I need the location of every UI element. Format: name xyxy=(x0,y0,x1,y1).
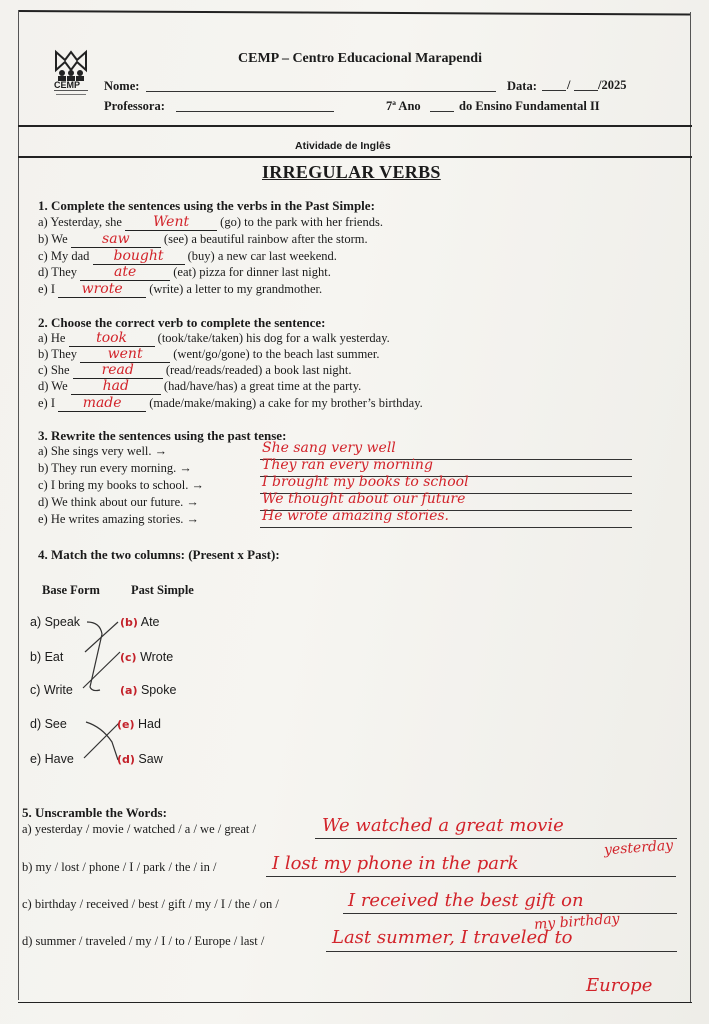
q5-answer-line xyxy=(326,951,677,952)
past-item: (c) Wrote xyxy=(120,650,174,664)
page-border-right xyxy=(690,12,691,1002)
past-item: (a) Spoke xyxy=(120,683,177,697)
worksheet-title: IRREGULAR VERBS xyxy=(262,162,441,182)
match-mark[interactable]: (a) xyxy=(120,684,138,697)
page-border-left xyxy=(18,10,19,1000)
q5-heading: 5. Unscramble the Words: xyxy=(22,805,167,820)
q3-heading: 3. Rewrite the sentences using the past tense: xyxy=(38,428,287,443)
q1-item: c) My dad bought (buy) a new car last weekend. xyxy=(38,248,337,264)
q5-prompt: d) summer / traveled / my / I / to / Europe / last / xyxy=(22,934,265,948)
q2-item: c) She read (read/reads/readed) a book last night. xyxy=(38,362,352,378)
school-logo xyxy=(50,48,92,100)
q1-answer[interactable]: saw xyxy=(102,231,130,247)
q1-item: e) I wrote (write) a letter to my grandmother. xyxy=(38,281,323,297)
base-item: a) Speak xyxy=(30,615,81,629)
activity-label: Atividade de Inglês xyxy=(295,140,391,152)
date-sep: / xyxy=(567,78,571,92)
name-label: Nome: xyxy=(104,79,140,93)
past-item: (d) Saw xyxy=(117,752,163,766)
q3-prompt: b) They run every morning. → xyxy=(38,461,192,475)
teacher-label: Professora: xyxy=(104,99,165,113)
q2-answer[interactable]: had xyxy=(102,378,129,394)
past-simple-header: Past Simple xyxy=(131,583,194,597)
q4-heading: 4. Match the two columns: (Present x Past): xyxy=(38,547,280,562)
q3-answer[interactable]: She sang very well xyxy=(262,440,396,456)
q1-item: b) We saw (see) a beautiful rainbow after the storm. xyxy=(38,231,368,247)
match-mark[interactable]: (b) xyxy=(120,616,138,629)
q2-item: d) We had (had/have/has) a great time at the party. xyxy=(38,378,362,394)
q5-answer-extra: Europe xyxy=(586,975,653,996)
base-form-header: Base Form xyxy=(42,583,100,597)
q2-answer[interactable]: went xyxy=(107,346,143,362)
q1-answer[interactable]: Went xyxy=(152,214,190,230)
grade-field[interactable] xyxy=(430,111,454,112)
q2-item: b) They went (went/go/gone) to the beach last summer. xyxy=(38,346,380,362)
q5-answer-line xyxy=(315,838,677,839)
date-day-field[interactable] xyxy=(542,90,566,91)
q1-heading: 1. Complete the sentences using the verbs in the Past Simple: xyxy=(38,198,375,213)
page-border-top xyxy=(18,10,690,16)
date-label: Data: xyxy=(507,79,537,93)
q3-prompt: c) I bring my books to school. → xyxy=(38,478,204,492)
base-item: c) Write xyxy=(30,683,73,697)
q5-answer-line xyxy=(343,913,677,914)
q5-answer-line xyxy=(266,876,676,877)
q1-item: d) They ate (eat) pizza for dinner last night. xyxy=(38,264,331,280)
q2-answer[interactable]: made xyxy=(82,395,122,411)
grade-suffix: do Ensino Fundamental II xyxy=(459,99,600,113)
q3-answer[interactable]: I brought my books to school xyxy=(262,474,469,490)
q5-prompt: c) birthday / received / best / gift / my / I / the / on / xyxy=(22,897,279,911)
activity-divider xyxy=(18,156,692,158)
q2-answer[interactable]: read xyxy=(101,362,134,378)
q5-prompt: b) my / lost / phone / I / park / the / in / xyxy=(22,860,217,874)
q3-answer-line xyxy=(260,527,632,528)
q3-answer[interactable]: We thought about our future xyxy=(262,491,466,507)
q1-answer[interactable]: bought xyxy=(113,248,164,264)
match-mark[interactable]: (d) xyxy=(117,753,135,766)
logo-text: CEMP xyxy=(54,80,81,90)
q5-answer[interactable]: Last summer, I traveled to xyxy=(332,927,573,948)
page-border-bottom xyxy=(18,1002,692,1003)
q5-answer[interactable]: I received the best gift on xyxy=(348,890,584,911)
q2-heading: 2. Choose the correct verb to complete the sentence: xyxy=(38,315,326,330)
q5-prompt: a) yesterday / movie / watched / a / we / great / xyxy=(22,822,256,836)
q1-answer[interactable]: wrote xyxy=(81,281,123,297)
q2-answer[interactable]: took xyxy=(96,330,128,346)
q5-answer[interactable]: We watched a great movie xyxy=(322,815,564,836)
past-item: (b) Ate xyxy=(120,615,160,629)
q3-prompt: e) He writes amazing stories. → xyxy=(38,512,200,526)
name-field[interactable] xyxy=(146,91,496,92)
past-item: (e) Had xyxy=(117,717,161,731)
q3-prompt: a) She sings very well. → xyxy=(38,444,168,458)
q3-prompt: d) We think about our future. → xyxy=(38,495,199,509)
grade-label: 7ª Ano xyxy=(386,99,421,113)
teacher-field[interactable] xyxy=(176,111,334,112)
header-divider xyxy=(18,125,692,127)
q1-answer[interactable]: ate xyxy=(113,264,137,280)
q3-answer[interactable]: He wrote amazing stories. xyxy=(262,508,449,524)
q2-item: a) He took (took/take/taken) his dog for a walk yesterday. xyxy=(38,330,390,346)
school-name: CEMP – Centro Educacional Marapendi xyxy=(238,51,482,66)
base-item: d) See xyxy=(30,717,67,731)
base-item: e) Have xyxy=(30,752,74,766)
q5-answer[interactable]: I lost my phone in the park xyxy=(272,853,519,874)
date-year: /2025 xyxy=(598,78,627,92)
date-month-field[interactable] xyxy=(574,90,598,91)
q5-answer-extra: yesterday xyxy=(603,837,674,859)
q2-item: e) I made (made/make/making) a cake for my brother’s birthday. xyxy=(38,395,423,411)
q3-answer[interactable]: They ran every morning xyxy=(262,457,433,473)
q5-answer-extra: my birthday xyxy=(533,911,621,933)
base-item: b) Eat xyxy=(30,650,64,664)
match-mark[interactable]: (c) xyxy=(120,651,137,664)
match-mark[interactable]: (e) xyxy=(117,718,135,731)
q1-item: a) Yesterday, she Went (go) to the park with her friends. xyxy=(38,214,383,230)
